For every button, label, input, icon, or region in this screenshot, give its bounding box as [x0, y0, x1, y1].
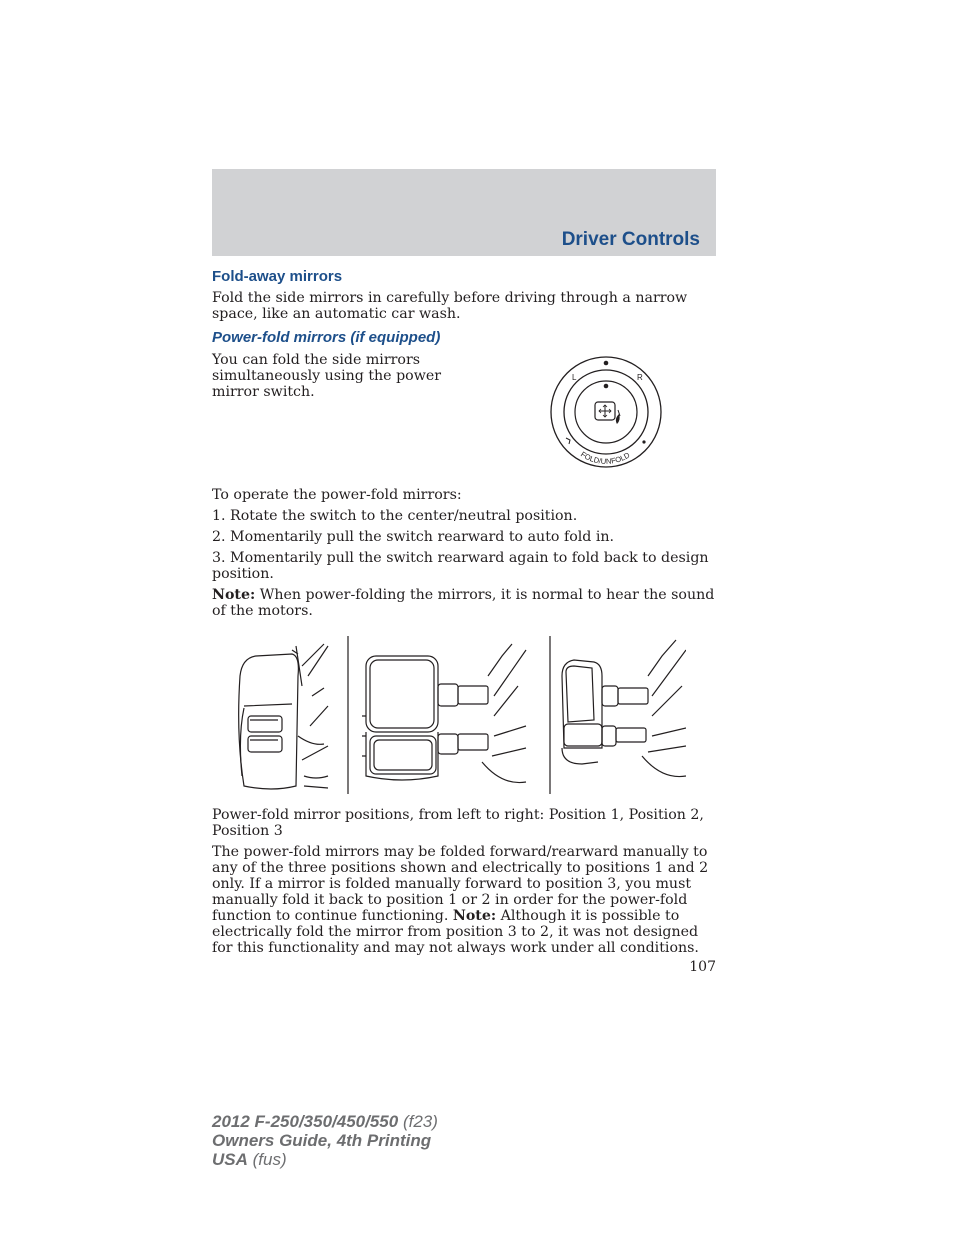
step-2: 2. Momentarily pull the switch rearward to auto fold in. [212, 529, 615, 545]
note-text: When power-folding the mirrors, it is normal to hear the sound of the motors. [212, 587, 715, 619]
heading-fold-away-mirrors: Fold-away mirrors [212, 268, 343, 285]
footer-region-code: (fus) [247, 1150, 287, 1169]
note-label-2: Note: [452, 908, 497, 924]
step-3: 3. Momentarily pull the switch rearward again to fold back to design position. [212, 550, 709, 582]
header-band [212, 169, 716, 256]
operate-intro: To operate the power-fold mirrors: [212, 487, 462, 503]
fold-arrow-icon [566, 438, 570, 444]
switch-paragraph: You can fold the side mirrors simultaneously using the power mirror switch. [212, 352, 442, 400]
section-title: Driver Controls [561, 229, 700, 250]
footer-region: USA [212, 1150, 248, 1169]
mirror-position-3 [562, 640, 686, 777]
body-text-part-1: The power-fold mirrors may be folded forward/rearward manually to any of the three positions shown and electrically to positions 1 and 2 only. If a mirror is folded manually forward to position 3, you must manually fold it back to position 1 or 2 in order for the power-fold function to continue functioning. [212, 844, 709, 924]
mirror-position-2 [362, 644, 526, 783]
intro-paragraph: Fold the side mirrors in carefully before driving through a narrow space, like an automatic car wash. [212, 290, 688, 322]
switch-label-right: R [637, 373, 643, 382]
footer-model: 2012 F-250/350/450/550 [212, 1112, 399, 1131]
mirror-positions-illustration [232, 636, 686, 794]
body-text-part-2: Although it is possible to electrically fold the mirror from position 3 to 2, it was not designed for this functionality and may not always work under all conditions. [212, 908, 699, 956]
note-label: Note: [212, 587, 256, 603]
footer-model-code: (f23) [398, 1112, 438, 1131]
page-number: 107 [689, 959, 716, 975]
switch-label-left: L [572, 373, 577, 382]
power-mirror-switch-illustration [546, 352, 670, 472]
mirror-position-1 [239, 644, 328, 789]
body-paragraph [212, 844, 716, 956]
footer-guide: Owners Guide, 4th Printing [212, 1131, 432, 1150]
note-paragraph-1 [212, 587, 716, 619]
switch-label-fold: FOLD/UNFOLD [579, 449, 632, 466]
subheading-power-fold: Power-fold mirrors (if equipped) [212, 329, 441, 346]
footer [212, 1112, 438, 1169]
step-1: 1. Rotate the switch to the center/neutral position. [212, 508, 578, 524]
figure-caption: Power-fold mirror positions, from left to right: Position 1, Position 2, Position 3 [212, 807, 704, 839]
mirror-adjust-icon [599, 405, 611, 417]
